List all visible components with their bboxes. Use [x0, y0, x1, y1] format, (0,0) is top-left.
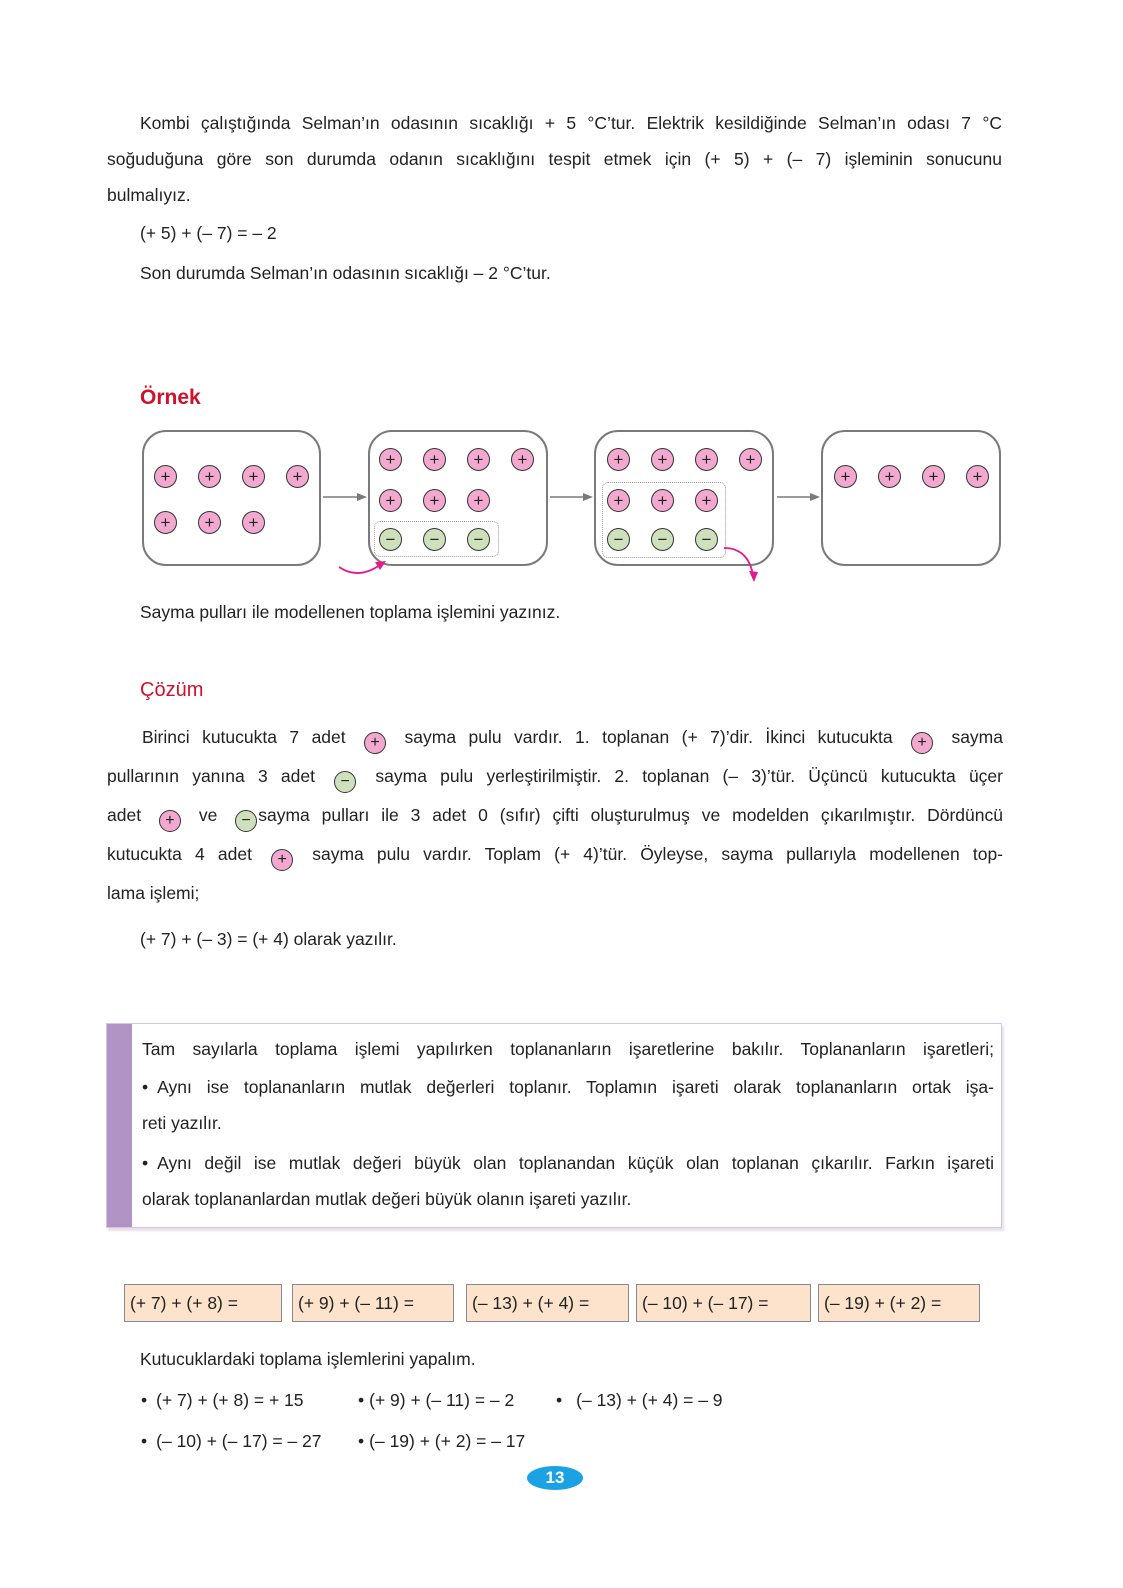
bullet-icon: • [142, 1153, 149, 1173]
solution-text: sayma pulları ile 3 adet 0 (sıfır) çifti oluşturulmuş ve modelden çıkarılmıştır. Dördüncü [258, 805, 1003, 825]
answer-text: (+ 7) + (+ 8) = + 15 [156, 1390, 304, 1410]
answer-text: (+ 9) + (– 11) = – 2 [369, 1390, 515, 1410]
positive-chip-icon: + [607, 448, 630, 471]
answer-text: (– 13) + (+ 4) = – 9 [576, 1390, 723, 1410]
positive-chip-icon: + [154, 511, 177, 534]
solution-text: sayma pulu vardır. 1. toplanan (+ 7)’dir. İkinci kutucukta [404, 727, 893, 747]
solution-text: ve [198, 805, 218, 825]
negative-chip-icon: − [379, 528, 402, 551]
answer-2 [358, 1382, 514, 1418]
positive-chip-icon: + [198, 511, 221, 534]
bullet-icon: • [556, 1390, 563, 1410]
positive-chip-icon: + [651, 489, 674, 512]
exercise-box-5: (– 19) + (+ 2) = [818, 1284, 980, 1322]
positive-chip-icon: + [379, 448, 402, 471]
solution-section [107, 718, 1003, 959]
solution-text: sayma [951, 727, 1003, 747]
answer-text: (– 10) + (– 17) = – 27 [156, 1431, 322, 1451]
negative-chip-icon: − [235, 810, 257, 832]
negative-chip-icon: − [607, 528, 630, 551]
positive-chip-icon: + [966, 465, 989, 488]
positive-chip-icon: + [607, 489, 630, 512]
positive-chip-icon: + [834, 465, 857, 488]
counting-chips-diagram [0, 0, 1123, 600]
solution-line-3 [107, 796, 1003, 835]
negative-chip-icon: − [651, 528, 674, 551]
bullet-icon: • [358, 1431, 365, 1451]
intro-conclusion: Son durumda Selman’ın odasının sıcaklığı – 2 °C’tur. [140, 263, 551, 283]
solution-line-1 [107, 718, 1003, 757]
answer-4 [141, 1423, 322, 1459]
info-intro: Tam sayılarla toplama işlemi yapılırken toplananların işaretlerine bakılır. Toplananların işaretleri; [142, 1039, 994, 1059]
bullet-icon: • [358, 1390, 365, 1410]
info-rule-1-line-2: reti yazılır. [142, 1113, 222, 1133]
negative-chip-icon: − [423, 528, 446, 551]
positive-chip-icon: + [159, 810, 181, 832]
positive-chip-icon: + [739, 448, 762, 471]
positive-chip-icon: + [154, 465, 177, 488]
intro-paragraph-line-1: Kombi çalıştığında Selman’ın odasının sıcaklığı + 5 °C’tur. Elektrik kesildiğinde Selman’ın odası 7 °C [140, 113, 1002, 133]
negative-chip-icon: − [695, 528, 718, 551]
solution-line-4 [107, 835, 1003, 874]
exercise-box-4: (– 10) + (– 17) = [636, 1284, 811, 1322]
negative-chip-icon: − [334, 771, 356, 793]
solution-text: pullarının yanına 3 adet [107, 766, 315, 786]
intro-equation: (+ 5) + (– 7) = – 2 [140, 223, 277, 243]
solution-text: sayma pulu vardır. Toplam (+ 4)’tür. Öyleyse, sayma pullarıyla modellenen top- [312, 844, 1003, 864]
positive-chip-icon: + [878, 465, 901, 488]
positive-chip-icon: + [286, 465, 309, 488]
exercise-instruction: Kutucuklardaki toplama işlemlerini yapalım. [140, 1349, 476, 1369]
answer-1 [141, 1382, 304, 1418]
rule-info-box [106, 1023, 1002, 1228]
positive-chip-icon: + [511, 448, 534, 471]
positive-chip-icon: + [423, 448, 446, 471]
solution-heading: Çözüm [140, 679, 204, 701]
info-text: Aynı değil ise mutlak değeri büyük olan toplanandan küçük olan toplanan çıkarılır. Farkın işareti [157, 1153, 994, 1173]
answer-text: (– 19) + (+ 2) = – 17 [369, 1431, 526, 1451]
positive-chip-icon: + [911, 732, 933, 754]
solution-result: (+ 7) + (– 3) = (+ 4) olarak yazılır. [140, 929, 397, 949]
positive-chip-icon: + [467, 489, 490, 512]
positive-chip-icon: + [695, 489, 718, 512]
exercise-box-1: (+ 7) + (+ 8) = [124, 1284, 282, 1322]
answer-3 [556, 1382, 723, 1418]
positive-chip-icon: + [423, 489, 446, 512]
exercise-box-2: (+ 9) + (– 11) = [292, 1284, 454, 1322]
info-rule-2-line-2: olarak toplananlardan mutlak değeri büyük olanın işareti yazılır. [142, 1189, 632, 1209]
positive-chip-icon: + [467, 448, 490, 471]
bullet-icon: • [141, 1431, 148, 1451]
solution-line-5: lama işlemi; [107, 883, 200, 903]
solution-text: kutucukta 4 adet [107, 844, 252, 864]
positive-chip-icon: + [271, 849, 293, 871]
solution-text: sayma pulu yerleştirilmiştir. 2. toplanan (– 3)’tür. Üçüncü kutucukta üçer [375, 766, 1003, 786]
positive-chip-icon: + [695, 448, 718, 471]
arrow-right-icon [323, 493, 820, 501]
page-number-badge: 13 [527, 1466, 583, 1490]
negative-chip-icon: − [467, 528, 490, 551]
bullet-icon: • [141, 1390, 148, 1410]
positive-chip-icon: + [379, 489, 402, 512]
positive-chip-icon: + [242, 511, 265, 534]
answer-5 [358, 1423, 525, 1459]
info-text: Aynı ise toplananların mutlak değerleri toplanır. Toplamın işareti olarak toplananların ortak işa- [157, 1077, 994, 1097]
positive-chip-icon: + [364, 732, 386, 754]
example-heading: Örnek [140, 386, 201, 409]
solution-text: adet [107, 805, 142, 825]
intro-paragraph-line-3: bulmalıyız. [107, 185, 191, 205]
diagram-arrows [0, 0, 1123, 600]
info-box-accent-bar [107, 1024, 132, 1227]
intro-paragraph-line-2: soğuduğuna göre son durumda odanın sıcaklığını tespit etmek için (+ 5) + (– 7) işleminin sonucunu [107, 149, 1002, 169]
info-rule-1-line-1 [142, 1069, 994, 1105]
bullet-icon: • [142, 1077, 149, 1097]
info-rule-2-line-1 [142, 1145, 994, 1181]
magenta-arrow-icon [339, 548, 753, 575]
example-question: Sayma pulları ile modellenen toplama işlemini yazınız. [140, 602, 561, 622]
positive-chip-icon: + [242, 465, 265, 488]
positive-chip-icon: + [922, 465, 945, 488]
exercise-box-3: (– 13) + (+ 4) = [466, 1284, 629, 1322]
solution-text: Birinci kutucukta 7 adet [142, 727, 346, 747]
positive-chip-icon: + [198, 465, 221, 488]
solution-line-2 [107, 757, 1003, 796]
positive-chip-icon: + [651, 448, 674, 471]
